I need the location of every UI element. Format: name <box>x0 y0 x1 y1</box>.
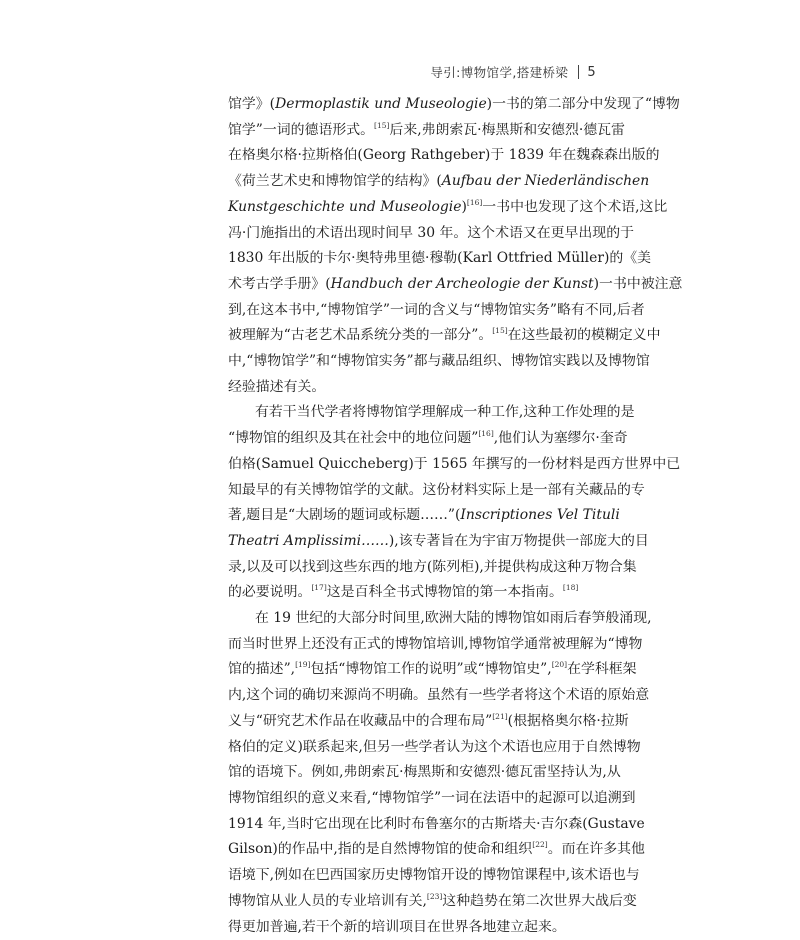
text-run: 冯·门施指出的术语出现时间早 30 年。这个术语又在更早出现的于 <box>228 225 634 241</box>
text-run: 在格奥尔格·拉斯格伯(Georg Rathgeber)于 1839 年在魏森森出版的 <box>228 147 660 163</box>
text-run: 博物馆从业人员的专业培训有关, <box>228 893 427 909</box>
text-line <box>228 812 596 838</box>
text-run: 馆的描述”, <box>228 661 295 677</box>
text-run: 在 19 世纪的大部分时间里,欧洲大陆的博物馆如雨后春笋般涌现, <box>255 610 652 626</box>
footnote-marker: [19] <box>295 660 310 669</box>
italic-title: Dermoplastik und Museologie <box>275 96 487 112</box>
text-run: 有若干当代学者将博物馆学理解成一种工作,这种工作处理的是 <box>255 404 634 420</box>
text-line <box>228 452 596 478</box>
text-run: 知最早的有关博物馆学的文献。这份材料实际上是一部有关藏品的专 <box>228 482 645 498</box>
text-line <box>228 375 596 401</box>
body-text <box>228 92 596 940</box>
text-line <box>228 837 596 863</box>
running-title: 导引:博物馆学,搭建桥梁 <box>430 63 568 81</box>
text-line <box>228 169 596 195</box>
text-line <box>228 889 596 915</box>
text-run: 被理解为“古老艺术品系统分类的一部分”。 <box>228 327 492 343</box>
text-run: 在这些最初的模糊定义中 <box>508 327 661 343</box>
text-run: 格伯的定义)联系起来,但另一些学者认为这个术语也应用于自然博物 <box>228 739 641 755</box>
text-run: “博物馆的组织及其在社会中的地位问题” <box>228 430 478 446</box>
text-line <box>228 683 596 709</box>
text-run: 术考古学手册》( <box>228 276 331 292</box>
text-line <box>228 915 596 940</box>
italic-title: Kunstgeschichte und Museologie <box>228 199 461 215</box>
text-line <box>228 555 596 581</box>
text-line <box>228 786 596 812</box>
text-line <box>228 272 596 298</box>
text-line <box>228 400 596 426</box>
footnote-marker: [20] <box>552 660 567 669</box>
running-header <box>430 63 596 81</box>
text-line <box>228 143 596 169</box>
text-run: 中,“博物馆学”和“博物馆实务”都与藏品组织、博物馆实践以及博物馆 <box>228 353 650 369</box>
text-run: 包括“博物馆工作的说明”或“博物馆史”, <box>311 661 552 677</box>
text-line <box>228 709 596 735</box>
page-number: 5 <box>587 65 596 80</box>
text-run: 这是百科全书式博物馆的第一本指南。 <box>327 584 563 600</box>
text-line <box>228 118 596 144</box>
text-run: ),该专著旨在为宇宙万物提供一部庞大的目 <box>389 533 649 549</box>
text-run: 一书中也发现了这个术语,这比 <box>482 199 667 215</box>
text-run: Gilson)的作品中,指的是自然博物馆的使命和组织 <box>228 841 532 857</box>
text-line <box>228 478 596 504</box>
text-line <box>228 760 596 786</box>
text-run: 语境下,例如在巴西国家历史博物馆开设的博物馆课程中,该术语也与 <box>228 867 640 883</box>
text-run: 1830 年出版的卡尔·奥特弗里德·穆勒(Karl Ottfried Müller)的《美 <box>228 250 651 266</box>
text-run: 录,以及可以找到这些东西的地方(陈列柜),并提供构成这种万物合集 <box>228 559 637 575</box>
text-line <box>228 323 596 349</box>
text-run: ) <box>461 199 466 215</box>
text-run: 这种趋势在第二次世界大战后变 <box>442 893 636 909</box>
text-line <box>228 657 596 683</box>
text-line <box>228 735 596 761</box>
italic-title: Inscriptiones Vel Tituli <box>460 507 619 523</box>
text-line <box>228 529 596 555</box>
text-run: 馆学》( <box>228 96 275 112</box>
italic-title: Theatri Amplissimi…… <box>228 533 389 549</box>
text-run: 后来,弗朗索瓦·梅黑斯和安德烈·德瓦雷 <box>389 122 625 138</box>
text-line <box>228 195 596 221</box>
text-line <box>228 298 596 324</box>
text-run: 1914 年,当时它出现在比利时布鲁塞尔的古斯塔夫·吉尔森(Gustave <box>228 816 645 832</box>
italic-title: Aufbau der Niederländischen <box>442 173 649 189</box>
text-line <box>228 221 596 247</box>
footnote-marker: [22] <box>532 840 547 849</box>
footnote-marker: [16] <box>467 198 482 207</box>
text-run: 义与“研究艺术作品在收藏品中的合理布局” <box>228 713 492 729</box>
footnote-marker: [17] <box>311 583 326 592</box>
footnote-marker: [16] <box>478 429 493 438</box>
text-run: 著,题目是“大剧场的题词或标题……”( <box>228 507 460 523</box>
text-run: )一书中被注意 <box>594 276 683 292</box>
text-line <box>228 503 596 529</box>
text-run: 得更加普遍,若干个新的培训项目在世界各地建立起来。 <box>228 919 566 935</box>
footnote-marker: [15] <box>374 121 389 130</box>
text-run: )一书的第二部分中发现了“博物 <box>487 96 680 112</box>
footnote-marker: [23] <box>427 892 442 901</box>
text-line <box>228 580 596 606</box>
text-run: 伯格(Samuel Quiccheberg)于 1565 年撰写的一份材料是西方世界中已 <box>228 456 680 472</box>
text-run: 。而在许多其他 <box>548 841 645 857</box>
text-run: 内,这个词的确切来源尚不明确。虽然有一些学者将这个术语的原始意 <box>228 687 649 703</box>
text-run: (根据格奥尔格·拉斯 <box>508 713 629 729</box>
text-line <box>228 863 596 889</box>
text-run: 而当时世界上还没有正式的博物馆培训,博物馆学通常被理解为“博物 <box>228 636 642 652</box>
text-run: 馆的语境下。例如,弗朗索瓦·梅黑斯和安德烈·德瓦雷坚持认为,从 <box>228 764 621 780</box>
text-line <box>228 349 596 375</box>
text-line <box>228 92 596 118</box>
text-run: 的必要说明。 <box>228 584 311 600</box>
footnote-marker: [15] <box>492 326 507 335</box>
header-divider <box>578 65 579 79</box>
text-line <box>228 246 596 272</box>
text-run: 博物馆组织的意义来看,“博物馆学”一词在法语中的起源可以追溯到 <box>228 790 636 806</box>
italic-title: Handbuch der Archeologie der Kunst <box>331 276 594 292</box>
text-run: ,他们认为塞缪尔·奎奇 <box>494 430 628 446</box>
text-run: 在学科框架 <box>567 661 636 677</box>
text-run: 《荷兰艺术史和博物馆学的结构》( <box>228 173 442 189</box>
text-line <box>228 426 596 452</box>
footnote-marker: [18] <box>563 583 578 592</box>
text-run: 到,在这本书中,“博物馆学”一词的含义与“博物馆实务”略有不同,后者 <box>228 302 645 318</box>
text-run: 馆学”一词的德语形式。 <box>228 122 374 138</box>
text-run: 经验描述有关。 <box>228 379 325 395</box>
text-line <box>228 632 596 658</box>
text-line <box>228 606 596 632</box>
footnote-marker: [21] <box>492 712 507 721</box>
